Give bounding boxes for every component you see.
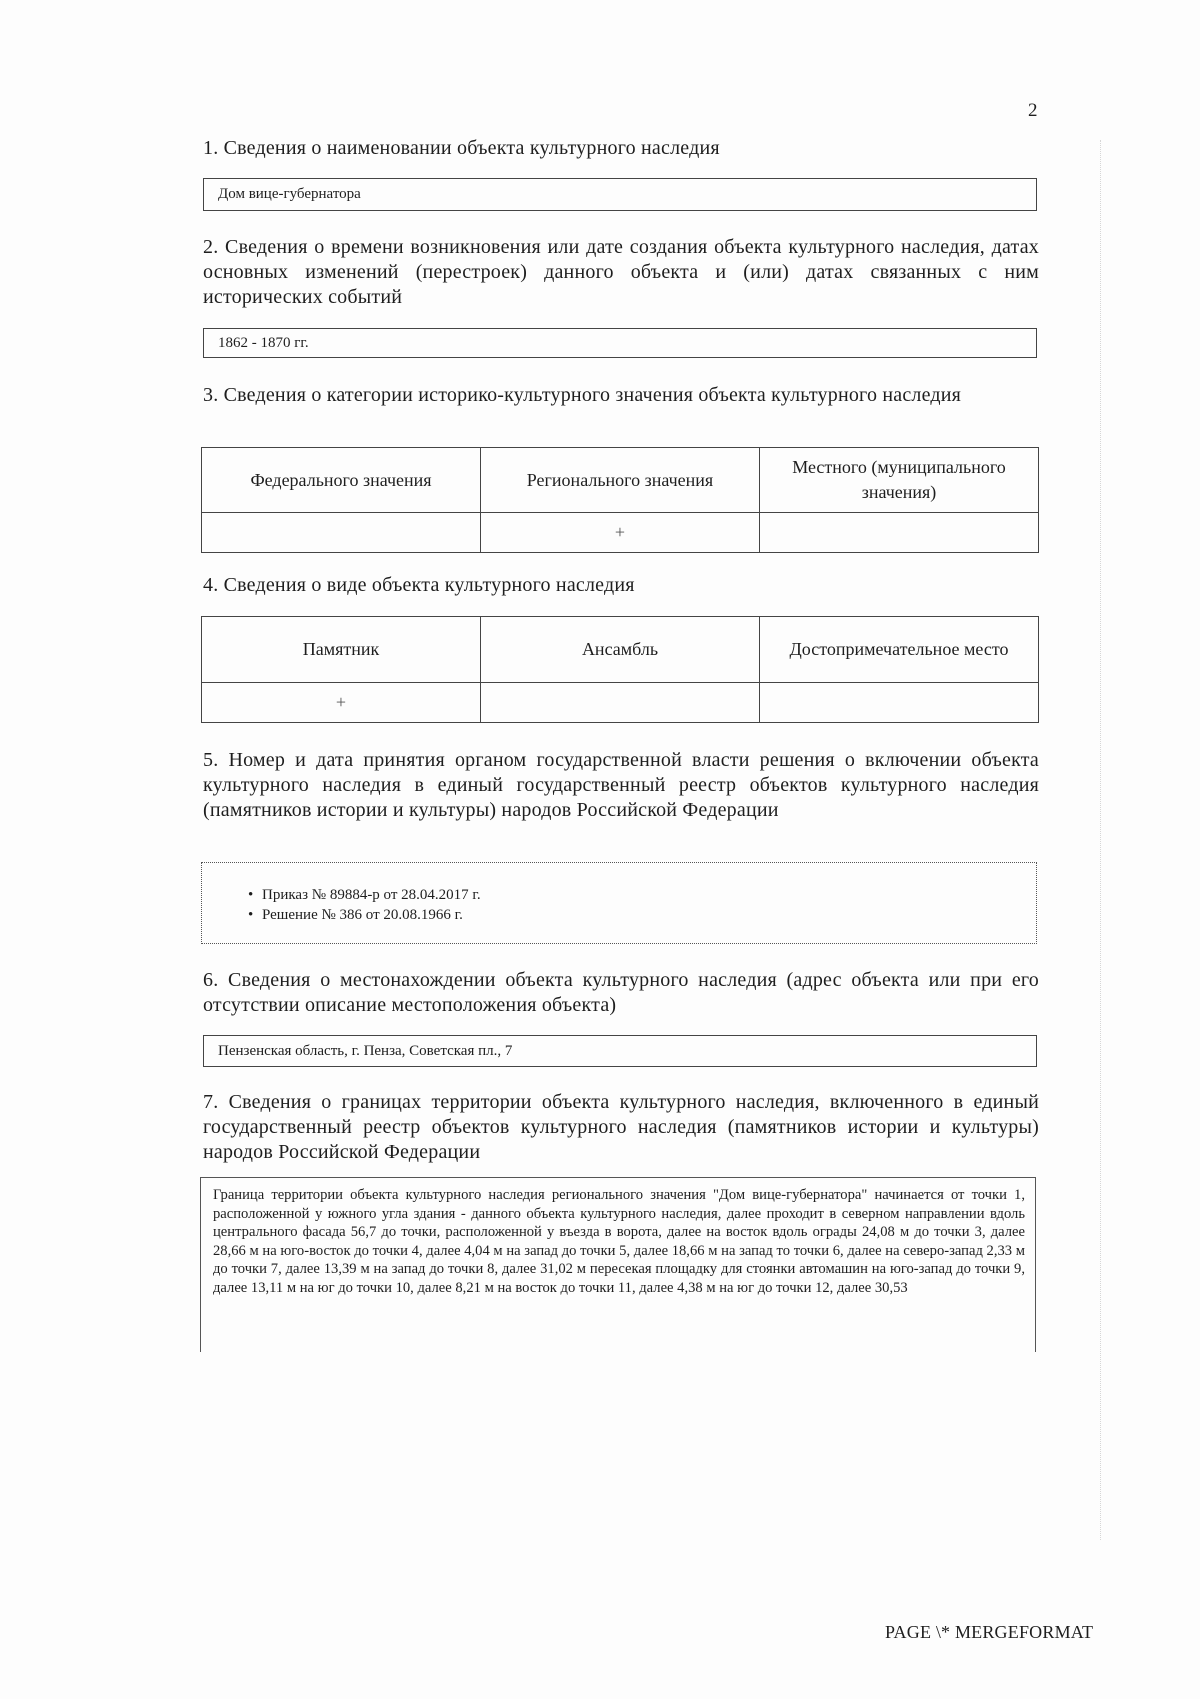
type-monument-header: Памятник (202, 617, 481, 683)
section5-heading: 5. Номер и дата принятия органом государственной власти решения о включении объекта культурного наследия в единый государственный реестр объектов культурного наследия (памятников истории и культуры) народов Российской Федерации (203, 749, 1039, 821)
type-mark-row (202, 683, 1039, 723)
type-header-row (202, 617, 1039, 683)
plus-mark: + (335, 692, 347, 712)
category-regional-header: Регионального значения (481, 448, 760, 513)
creation-date-field: 1862 - 1870 гг. (203, 328, 1037, 358)
boundary-description-text: Граница территории объекта культурного наследия регионального значения "Дом вице-губернатора" начинается от точки 1, расположенной у южного угла здания - данного объекта культурного наследия, далее проходит в северном направлении вдоль центрального фасада 56,7 до точки, расположенной у въезда в ворота, далее на восток вдоль ограды 24,08 м до точки 3, далее 28,66 м на юго-восток до точки 4, далее 4,04 м на запад до точки 5, далее 18,66 м на запад то точки 6, далее на северо-запад 2,33 м до точки 7, далее 13,39 м на запад до точки 8, далее 31,02 м пересекая площадку для стоянки автомашин на юго-запад до точки 9, далее 13,11 м на юг до точки 10, далее 8,21 м на восток до точки 11, далее 4,38 м на юг до точки 12, далее 30,53 (213, 1187, 1025, 1296)
section7-heading: 7. Сведения о границах территории объекта культурного наследия, включенного в единый государственный реестр объектов культурного наследия (памятников истории и культуры) народов Российской Федерации (203, 1091, 1039, 1163)
section6-heading: 6. Сведения о местонахождении объекта культурного наследия (адрес объекта или при его отсутствии описание местоположения объекта) (203, 969, 1039, 1016)
category-header-row (202, 448, 1039, 513)
category-regional-mark (481, 513, 760, 553)
type-ensemble-mark (481, 683, 760, 723)
category-table (201, 447, 1039, 553)
section1-heading: 1. Сведения о наименовании объекта культурного наследия (203, 137, 720, 159)
category-mark-row (202, 513, 1039, 553)
category-local-header: Местного (муниципального значения) (760, 448, 1039, 513)
boundary-description-box (200, 1177, 1036, 1352)
registry-decision-box (201, 862, 1037, 944)
type-landmark-mark (760, 683, 1039, 723)
category-federal-header: Федерального значения (202, 448, 481, 513)
type-landmark-header: Достопримечательное место (760, 617, 1039, 683)
type-ensemble-header: Ансамбль (481, 617, 760, 683)
list-item: • Решение № 386 от 20.08.1966 г. (248, 905, 481, 925)
plus-mark: + (614, 522, 626, 542)
page-field-code: PAGE \* MERGEFORMAT (885, 1622, 1094, 1642)
section4-heading: 4. Сведения о виде объекта культурного наследия (203, 574, 635, 596)
page-number: 2 (1028, 100, 1038, 121)
type-monument-mark (202, 683, 481, 723)
section3-heading: 3. Сведения о категории историко-культурного значения объекта культурного наследия (203, 384, 962, 406)
section2-heading: 2. Сведения о времени возникновения или дате создания объекта культурного наследия, датах основных изменений (перестроек) данного объекта и (или) датах связанных с ним исторических событий (203, 236, 1039, 308)
registry-decision-list (248, 885, 481, 925)
list-item: • Приказ № 89884-р от 28.04.2017 г. (248, 885, 481, 905)
category-federal-mark (202, 513, 481, 553)
address-field: Пензенская область, г. Пенза, Советская пл., 7 (203, 1035, 1037, 1067)
object-name-field: Дом вице-губернатора (203, 178, 1037, 211)
category-local-mark (760, 513, 1039, 553)
object-type-table (201, 616, 1039, 723)
scan-edge-line (1100, 140, 1101, 1540)
